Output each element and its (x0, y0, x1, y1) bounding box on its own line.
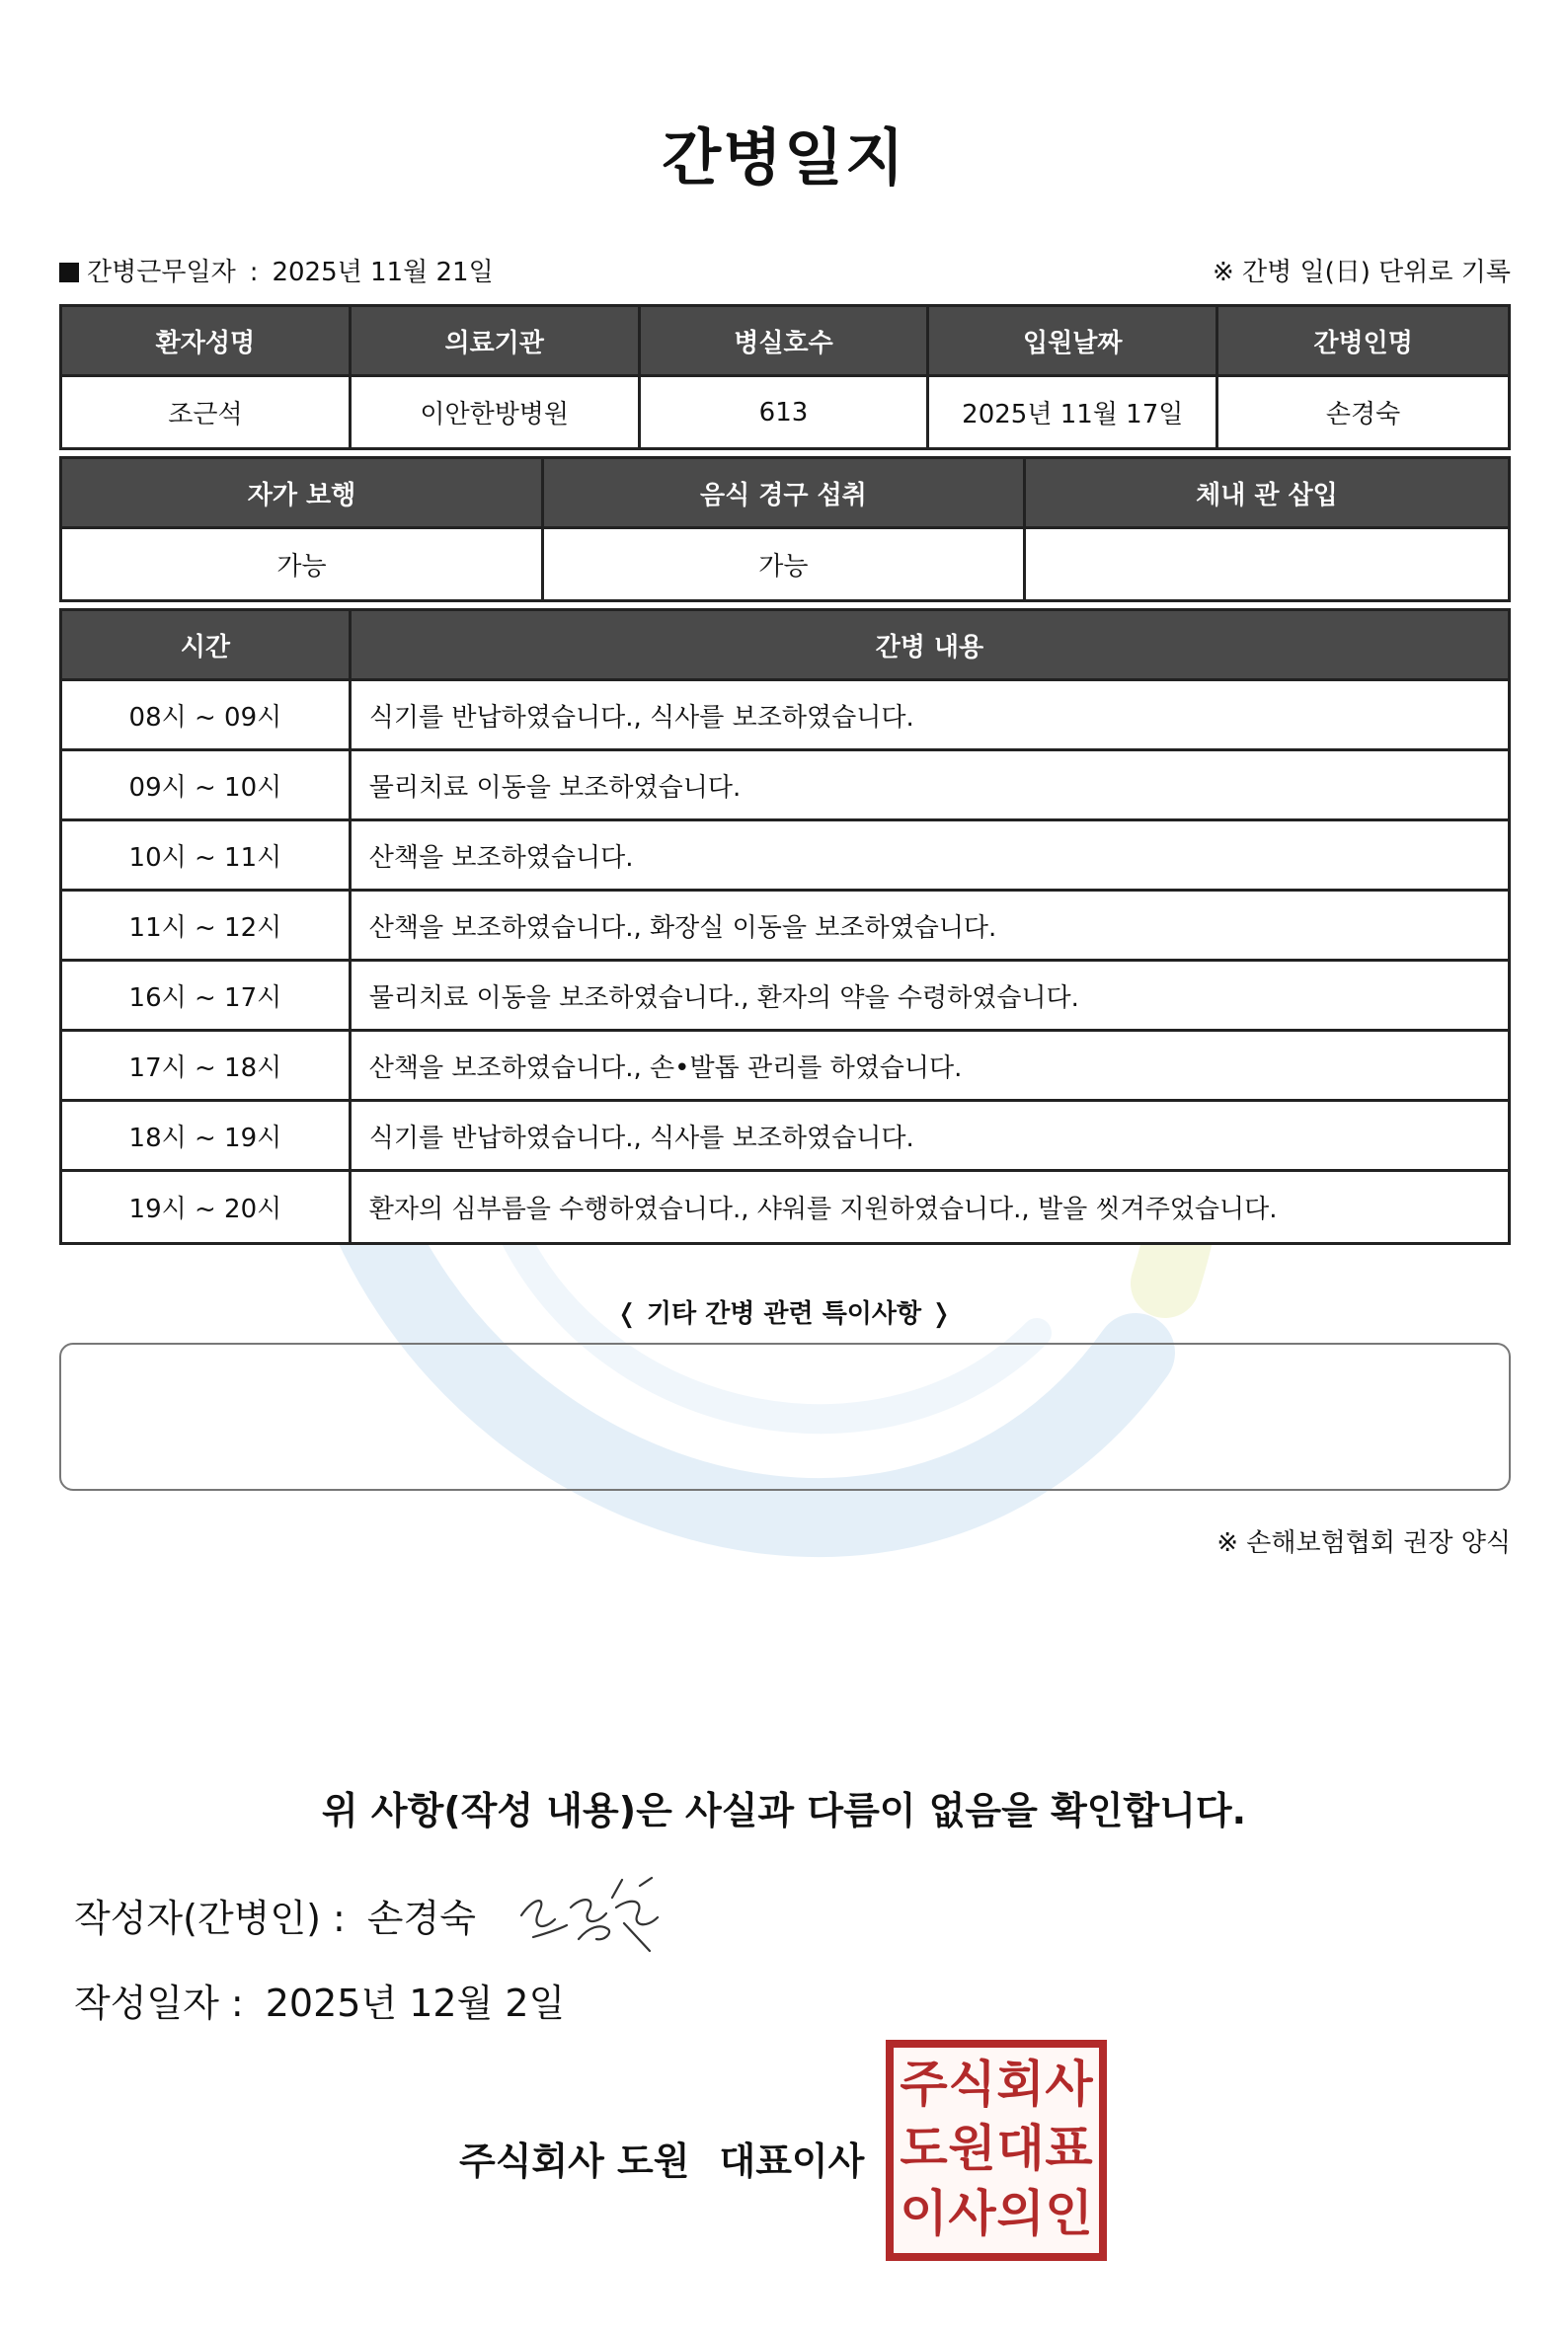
self-walking: 가능 (62, 529, 544, 599)
content-cell: 환자의 심부름을 수행하였습니다., 샤워를 지원하였습니다., 발을 씻겨주었습니다. (352, 1172, 1508, 1242)
ceo-title: 대표이사 (719, 2140, 865, 2183)
time-cell: 10시 ~ 11시 (62, 821, 352, 892)
time-cell: 16시 ~ 17시 (62, 962, 352, 1032)
table-row (62, 1172, 1508, 1242)
table-row (62, 892, 1508, 962)
notes-box (59, 1343, 1511, 1491)
content-cell: 물리치료 이동을 보조하였습니다. (352, 751, 1508, 821)
record-note: ※ 간병 일(日) 단위로 기록 (1212, 258, 1511, 287)
table-row (62, 1032, 1508, 1102)
meta-row (59, 252, 1511, 291)
time-cell: 11시 ~ 12시 (62, 892, 352, 962)
written-date-value: 2025년 12월 2일 (265, 1982, 566, 2025)
writer-name: 손경숙 (366, 1897, 476, 1940)
tube-insertion (1026, 529, 1508, 599)
oral-intake: 가능 (544, 529, 1026, 599)
written-date-label: 작성일자 : (74, 1982, 244, 2025)
seal-char: 의 (996, 2184, 1045, 2242)
work-date (59, 252, 494, 288)
header-hospital: 의료기관 (352, 307, 641, 377)
header-admission-date: 입원날짜 (929, 307, 1218, 377)
admission-date: 2025년 11월 17일 (929, 377, 1218, 447)
work-date-value: 2025년 11월 21일 (272, 258, 494, 287)
seal-char: 사 (948, 2184, 996, 2242)
company-signature-line (459, 2131, 864, 2185)
header-tube-insertion: 체내 관 삽입 (1026, 459, 1508, 529)
written-date-row (74, 1973, 565, 2027)
time-cell: 08시 ~ 09시 (62, 681, 352, 751)
header-oral-intake: 음식 경구 섭취 (544, 459, 1026, 529)
patient-info-table (59, 304, 1511, 450)
care-log-table (59, 608, 1511, 1245)
header-caregiver-name: 간병인명 (1218, 307, 1508, 377)
content-cell: 식기를 반납하였습니다., 식사를 보조하였습니다. (352, 681, 1508, 751)
header-self-walking: 자가 보행 (62, 459, 544, 529)
content-cell: 식기를 반납하였습니다., 식사를 보조하였습니다. (352, 1102, 1508, 1172)
content-cell: 산책을 보조하였습니다., 화장실 이동을 보조하였습니다. (352, 892, 1508, 962)
notes-heading: ❬ 기타 간병 관련 특이사항 ❭ (616, 1299, 952, 1329)
document-title: 간병일지 (662, 121, 906, 194)
header-room-number: 병실호수 (641, 307, 930, 377)
table-row (62, 681, 1508, 751)
content-cell: 물리치료 이동을 보조하였습니다., 환자의 약을 수령하였습니다. (352, 962, 1508, 1032)
header-care-content: 간병 내용 (352, 611, 1508, 681)
confirmation-statement: 위 사항(작성 내용)은 사실과 다름이 없음을 확인합니다. (321, 1789, 1247, 1832)
seal-char: 표 (1045, 2120, 1093, 2178)
time-cell: 18시 ~ 19시 (62, 1102, 352, 1172)
seal-char: 원 (948, 2120, 996, 2178)
caregiver-name: 손경숙 (1218, 377, 1508, 447)
header-patient-name: 환자성명 (62, 307, 352, 377)
work-date-label: 간병근무일자 (87, 258, 236, 287)
table-row (62, 821, 1508, 892)
seal-char: 사 (1045, 2056, 1093, 2113)
table-row (62, 962, 1508, 1032)
seal-char: 도 (900, 2120, 948, 2178)
seal-char: 인 (1045, 2184, 1093, 2242)
writer-row (74, 1888, 476, 1947)
company-seal-stamp (886, 2040, 1107, 2261)
content-cell: 산책을 보조하였습니다. (352, 821, 1508, 892)
seal-char: 식 (948, 2056, 996, 2113)
square-bullet-icon (59, 263, 79, 282)
table-row (62, 1102, 1508, 1172)
time-cell: 19시 ~ 20시 (62, 1172, 352, 1242)
header-time: 시간 (62, 611, 352, 681)
table-row (62, 751, 1508, 821)
room-number: 613 (641, 377, 930, 447)
hospital: 이안한방병원 (352, 377, 641, 447)
company-name: 주식회사 도원 (459, 2140, 690, 2183)
time-cell: 17시 ~ 18시 (62, 1032, 352, 1102)
colon: : (249, 258, 259, 287)
seal-char: 대 (996, 2120, 1045, 2178)
seal-char: 회 (996, 2056, 1045, 2113)
seal-char: 주 (900, 2056, 948, 2113)
handwritten-signature (513, 1868, 671, 1957)
form-source-note: ※ 손해보험협회 권장 양식 (1216, 1528, 1511, 1558)
patient-name: 조근석 (62, 377, 352, 447)
patient-status-table (59, 456, 1511, 602)
content-cell: 산책을 보조하였습니다., 손•발톱 관리를 하였습니다. (352, 1032, 1508, 1102)
seal-char: 이 (900, 2184, 948, 2242)
writer-label: 작성자(간병인) : (74, 1897, 346, 1940)
time-cell: 09시 ~ 10시 (62, 751, 352, 821)
